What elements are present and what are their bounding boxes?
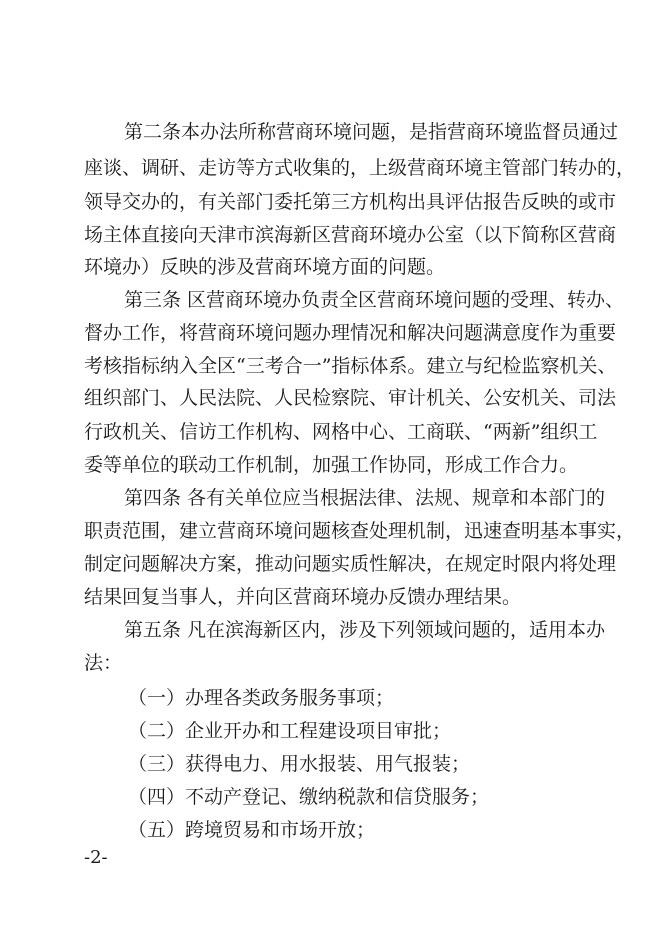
article-2-line-1: 第二条本办法所称营商环境问题，是指营商环境监督员通过: [124, 121, 619, 143]
article-2-line-3: 领导交办的，有关部门委托第三方机构出具评估报告反映的或市: [84, 191, 617, 213]
list-item-5: （五）跨境贸易和市场开放；: [128, 819, 376, 841]
article-3-line-2: 督办工作，将营商环境问题办理情况和解决问题满意度作为重要: [84, 322, 617, 344]
article-3-line-5: 行政机关、信访工作机构、网格中心、工商联、“两新”组织工: [84, 421, 598, 443]
article-4-line-3: 制定问题解决方案，推动问题实质性解决，在规定时限内将处理: [84, 553, 617, 575]
article-2-line-2: 座谈、调研、走访等方式收集的，上级营商环境主管部门转办的，: [84, 157, 636, 179]
list-item-3: （三）获得电力、用水报装、用气报装；: [128, 753, 471, 775]
list-item-4: （四）不动产登记、缴纳税款和信贷服务；: [128, 786, 490, 808]
article-2-line-4: 场主体直接向天津市滨海新区营商环境办公室（以下简称区营商: [84, 224, 617, 246]
article-3-line-3: 考核指标纳入全区“三考合一”指标体系。建立与纪检监察机关、: [84, 355, 617, 377]
article-4-line-2: 职责范围，建立营商环境问题核查处理机制，迅速查明基本事实，: [84, 520, 636, 542]
article-3-line-4: 组织部门、人民法院、人民检察院、审计机关、公安机关、司法: [84, 387, 617, 409]
list-item-1: （一）办理各类政务服务事项；: [128, 687, 395, 709]
list-item-2: （二）企业开办和工程建设项目审批；: [128, 720, 452, 742]
article-3-line-1: 第三条 区营商环境办负责全区营商环境问题的受理、转办、: [124, 289, 625, 311]
article-3-line-6: 委等单位的联动工作机制，加强工作协同，形成工作合力。: [84, 454, 579, 476]
page-number: -2-: [84, 847, 108, 868]
article-4-line-4: 结果回复当事人，并向区营商环境办反馈办理结果。: [84, 586, 522, 608]
article-5-line-1: 第五条 凡在滨海新区内，涉及下列领域问题的，适用本办: [124, 619, 606, 641]
article-2-line-5: 环境办）反映的涉及营商环境方面的问题。: [84, 256, 446, 278]
article-4-line-1: 第四条 各有关单位应当根据法律、法规、规章和本部门的: [124, 487, 606, 509]
article-5-line-2: 法：: [84, 652, 123, 674]
